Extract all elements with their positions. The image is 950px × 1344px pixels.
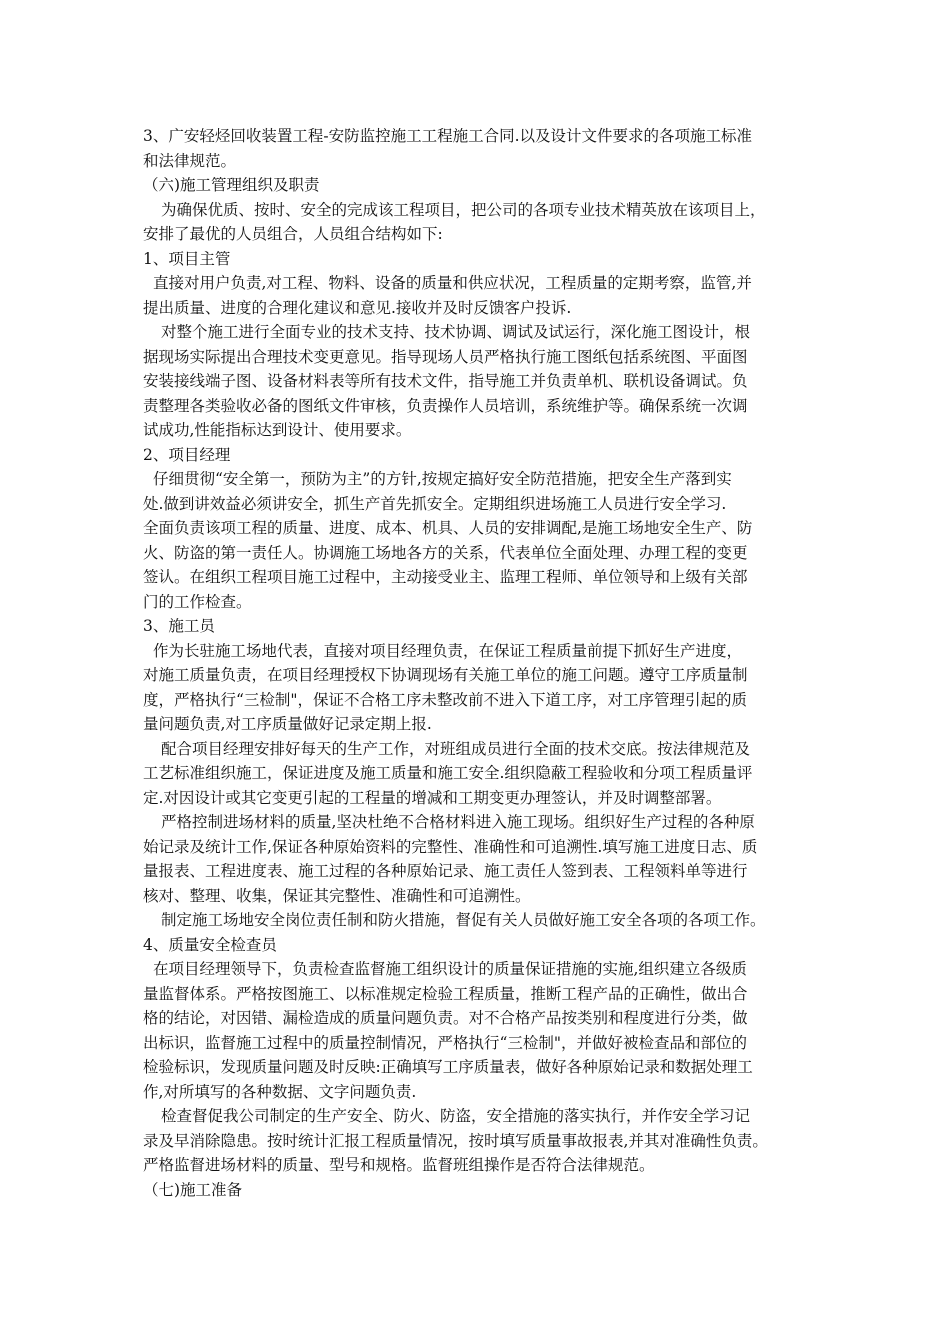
text-line: 定.对因设计或其它变更引起的工程量的增减和工期变更办理签认，并及时调整部署。: [143, 788, 722, 807]
text-line: 据现场实际提出合理技术变更意见。指导现场人员严格执行施工图纸包括系统图、平面图: [143, 347, 748, 366]
text-line: 责整理各类验收必备的图纸文件审核，负责操作人员培训，系统维护等。确保系统一次调: [143, 396, 748, 415]
text-line: 3、广安轻烃回收装置工程-安防监控施工工程施工合同.以及设计文件要求的各项施工标准: [143, 127, 753, 145]
text-line: 工艺标准组织施工，保证进度及施工质量和施工安全.组织隐蔽工程验收和分项工程质量评: [143, 764, 753, 782]
text-line: 作为长驻施工场地代表，直接对项目经理负责，在保证工程质量前提下抓好生产进度，: [153, 641, 743, 660]
text-line: 为确保优质、按时、安全的完成该工程项目，把公司的各项专业技术精英放在该项目上，: [161, 200, 766, 219]
document-body: [143, 124, 813, 1202]
text-line: 对施工质量负责，在项目经理授权下协调现场有关施工单位的施工问题。遵守工序质量制: [143, 666, 748, 684]
subsection-heading: 2、项目经理: [143, 445, 231, 464]
subsection-heading: 4、质量安全检查员: [143, 935, 277, 954]
text-line: 录及早消除隐患。按时统计汇报工程质量情况，按时填写质量事故报表,并其对准确性负责。: [143, 1131, 768, 1150]
text-line: 格的结论，对因错、漏检造成的质量问题负责。对不合格产品按类别和程度进行分类，做: [143, 1009, 748, 1027]
text-line: 门的工作检查。: [143, 592, 252, 611]
text-line: 度，严格执行“三检制"，保证不合格工序未整改前不进入下道工序，对工序管理引起的质: [143, 690, 748, 709]
text-line: 严格控制进场材料的质量,坚决杜绝不合格材料进入施工现场。组织好生产过程的各种原: [161, 813, 755, 831]
text-line: 在项目经理领导下，负责检查监督施工组织设计的质量保证措施的实施,组织建立各级质: [153, 960, 747, 978]
text-line: 仔细贯彻“安全第一，预防为主”的方针,按规定搞好安全防范措施，把安全生产落到实: [153, 470, 732, 488]
text-line: 签认。在组织工程项目施工过程中，主动接受业主、监理工程师、单位领导和上级有关部: [143, 568, 748, 586]
text-line: 处.做到讲效益必须讲安全，抓生产首先抓安全。定期组织进场施工人员进行安全学习.: [143, 494, 727, 513]
text-line: 核对、整理、收集，保证其完整性、准确性和可追溯性。: [143, 886, 531, 905]
text-line: 配合项目经理安排好每天的生产工作，对班组成员进行全面的技术交底。按法律规范及: [161, 739, 751, 758]
subsection-heading: 1、项目主管: [143, 249, 231, 268]
text-line: 安排了最优的人员组合，人员组合结构如下:: [143, 225, 443, 243]
text-line: 提出质量、进度的合理化建议和意见.接收并及时反馈客户投诉.: [143, 298, 572, 317]
section-heading: （六)施工管理组织及职责: [143, 176, 320, 194]
text-line: 全面负责该项工程的质量、进度、成本、机具、人员的安排调配,是施工场地安全生产、防: [143, 519, 753, 537]
text-line: 安装接线端子图、设备材料表等所有技术文件，指导施工并负责单机、联机设备调试。负: [143, 372, 748, 390]
text-line: 量问题负责,对工序质量做好记录定期上报.: [143, 715, 432, 733]
text-line: 制定施工场地安全岗位责任制和防火措施，督促有关人员做好施工安全各项的各项工作。: [161, 911, 766, 929]
text-line: 对整个施工进行全面专业的技术支持、技术协调、调试及试运行，深化施工图设计，根: [161, 323, 751, 341]
text-line: 试成功,性能指标达到设计、使用要求。: [143, 421, 412, 439]
text-line: 检验标识，发现质量问题及时反映:正确填写工序质量表，做好各种原始记录和数据处理工: [143, 1058, 753, 1076]
text-line: 出标识，监督施工过程中的质量控制情况，严格执行“三检制"，并做好被检查品和部位的: [143, 1033, 748, 1052]
text-line: 作,对所填写的各种数据、文字问题负责.: [143, 1082, 417, 1101]
text-line: 直接对用户负责,对工程、物料、设备的质量和供应状况，工程质量的定期考察，监管,并: [153, 274, 752, 292]
section-heading: （七)施工准备: [143, 1180, 243, 1199]
text-line: 和法律规范。: [143, 151, 237, 170]
text-line: 始记录及统计工作,保证各种原始资料的完整性、准确性和可追溯性.填写施工进度日志、质: [143, 837, 758, 856]
text-line: 量监督体系。严格按图施工、以标准规定检验工程质量，推断工程产品的正确性，做出合: [143, 984, 748, 1003]
text-line: 严格监督进场材料的质量、型号和规格。监督班组操作是否符合法律规范。: [143, 1156, 655, 1174]
text-line: 检查督促我公司制定的生产安全、防火、防盗，安全措施的落实执行，并作安全学习记: [161, 1107, 751, 1125]
text-line: 火、防盗的第一责任人。协调施工场地各方的关系，代表单位全面处理、办理工程的变更: [143, 543, 748, 562]
text-line: 量报表、工程进度表、施工过程的各种原始记录、施工责任人签到表、工程领料单等进行: [143, 862, 748, 880]
subsection-heading: 3、施工员: [143, 617, 215, 635]
